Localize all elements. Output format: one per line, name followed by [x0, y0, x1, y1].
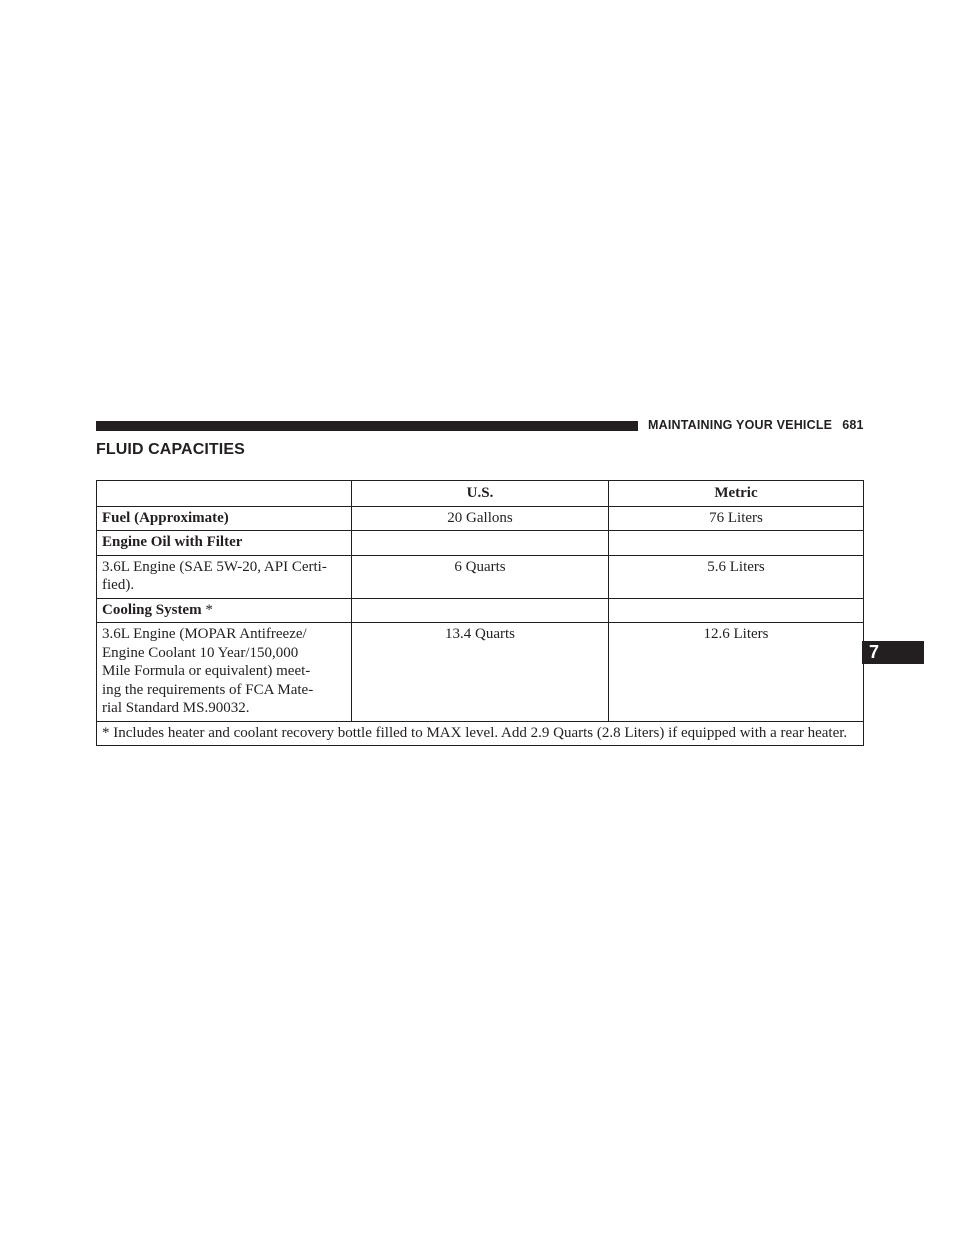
chapter-tab: 7: [862, 641, 924, 664]
table-header-row: [97, 481, 864, 507]
row-us-value: 13.4 Quarts: [352, 623, 609, 722]
fluid-capacities-table: [96, 480, 864, 746]
row-item: 3.6L Engine (MOPAR Antifreeze/ Engine Coolant 10 Year/150,000 Mile Formula or equivalent) meet- ing the requirements of FCA Mate- rial Standard MS.90032.: [97, 623, 352, 722]
row-us-value: [352, 531, 609, 556]
table-row: [97, 531, 864, 556]
table-row: [97, 506, 864, 531]
header-section: MAINTAINING YOUR VEHICLE: [648, 418, 833, 432]
row-metric-value: 12.6 Liters: [609, 623, 864, 722]
row-us-value: 6 Quarts: [352, 555, 609, 598]
header-rule: [96, 421, 638, 431]
page-title: FLUID CAPACITIES: [96, 441, 245, 458]
table-row: [97, 598, 864, 623]
row-metric-value: [609, 598, 864, 623]
table-footnote-row: [97, 721, 864, 746]
running-header: [648, 418, 864, 432]
row-us-value: 20 Gallons: [352, 506, 609, 531]
row-item: Fuel (Approximate): [97, 506, 352, 531]
table-footnote: * Includes heater and coolant recovery bottle filled to MAX level. Add 2.9 Quarts (2.8 Liters) if equipped with a rear heater.: [97, 721, 864, 746]
table-row: [97, 555, 864, 598]
table-row: [97, 623, 864, 722]
column-header-item: [97, 481, 352, 507]
row-item: Engine Oil with Filter: [97, 531, 352, 556]
column-header-metric: Metric: [609, 481, 864, 507]
row-item: Cooling System: [102, 601, 202, 618]
row-item: 3.6L Engine (SAE 5W-20, API Certi- fied).: [97, 555, 352, 598]
column-header-us: U.S.: [352, 481, 609, 507]
row-item-cell: [97, 598, 352, 623]
page-number: 681: [842, 418, 864, 432]
row-item-suffix: *: [201, 601, 213, 618]
row-us-value: [352, 598, 609, 623]
row-metric-value: [609, 531, 864, 556]
row-metric-value: 76 Liters: [609, 506, 864, 531]
row-metric-value: 5.6 Liters: [609, 555, 864, 598]
